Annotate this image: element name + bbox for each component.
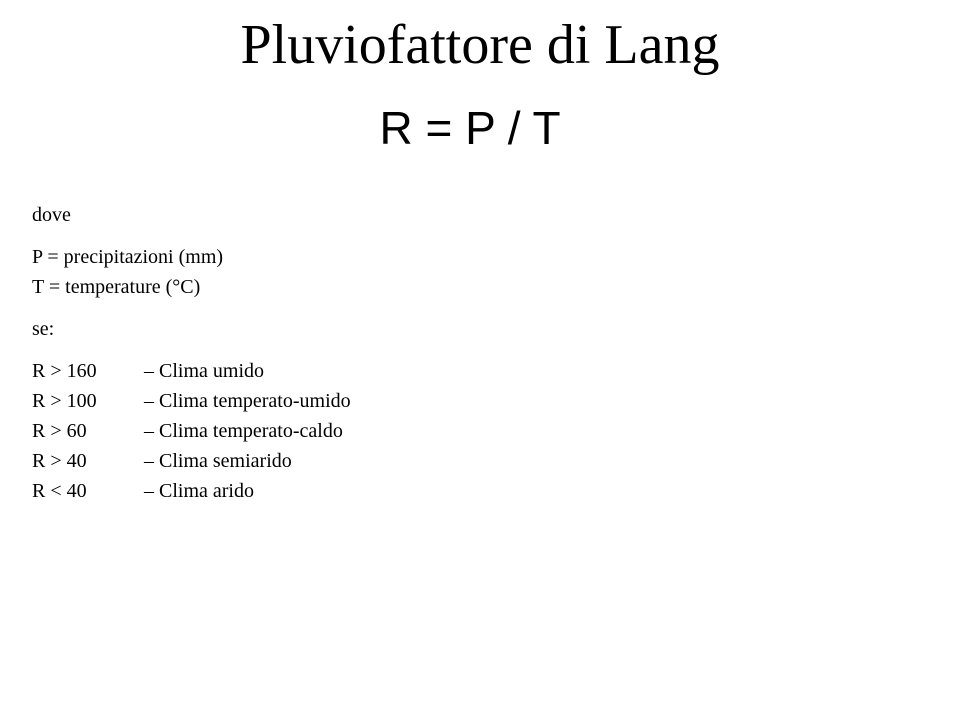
slide-body <box>32 200 912 518</box>
rule-condition: R < 40 <box>32 480 87 502</box>
rule-condition: R > 160 <box>32 360 97 382</box>
rule-row <box>32 476 912 506</box>
definition-precipitation: P = precipitazioni (mm) <box>32 246 224 268</box>
rule-label: – Clima arido <box>144 480 254 502</box>
definition-temperature: T = temperature (°C) <box>32 276 201 298</box>
intro-label: dove <box>32 204 71 226</box>
rules-list <box>32 356 912 506</box>
condition-intro-label: se: <box>32 318 55 340</box>
formula: R = P / T <box>379 102 561 154</box>
definitions-block <box>32 242 912 302</box>
rule-row <box>32 356 912 386</box>
rule-condition: R > 60 <box>32 420 87 442</box>
intro-text <box>32 200 912 230</box>
rule-condition: R > 100 <box>32 390 97 412</box>
rule-row <box>32 446 912 476</box>
slide-title: Pluviofattore di Lang <box>240 14 720 76</box>
rule-condition: R > 40 <box>32 450 87 472</box>
rule-label: – Clima umido <box>144 360 264 382</box>
condition-intro-text <box>32 314 912 344</box>
rule-row <box>32 386 912 416</box>
rule-row <box>32 416 912 446</box>
rule-label: – Clima temperato-umido <box>144 390 351 412</box>
rule-label: – Clima semiarido <box>144 450 292 472</box>
rule-label: – Clima temperato-caldo <box>144 420 343 442</box>
